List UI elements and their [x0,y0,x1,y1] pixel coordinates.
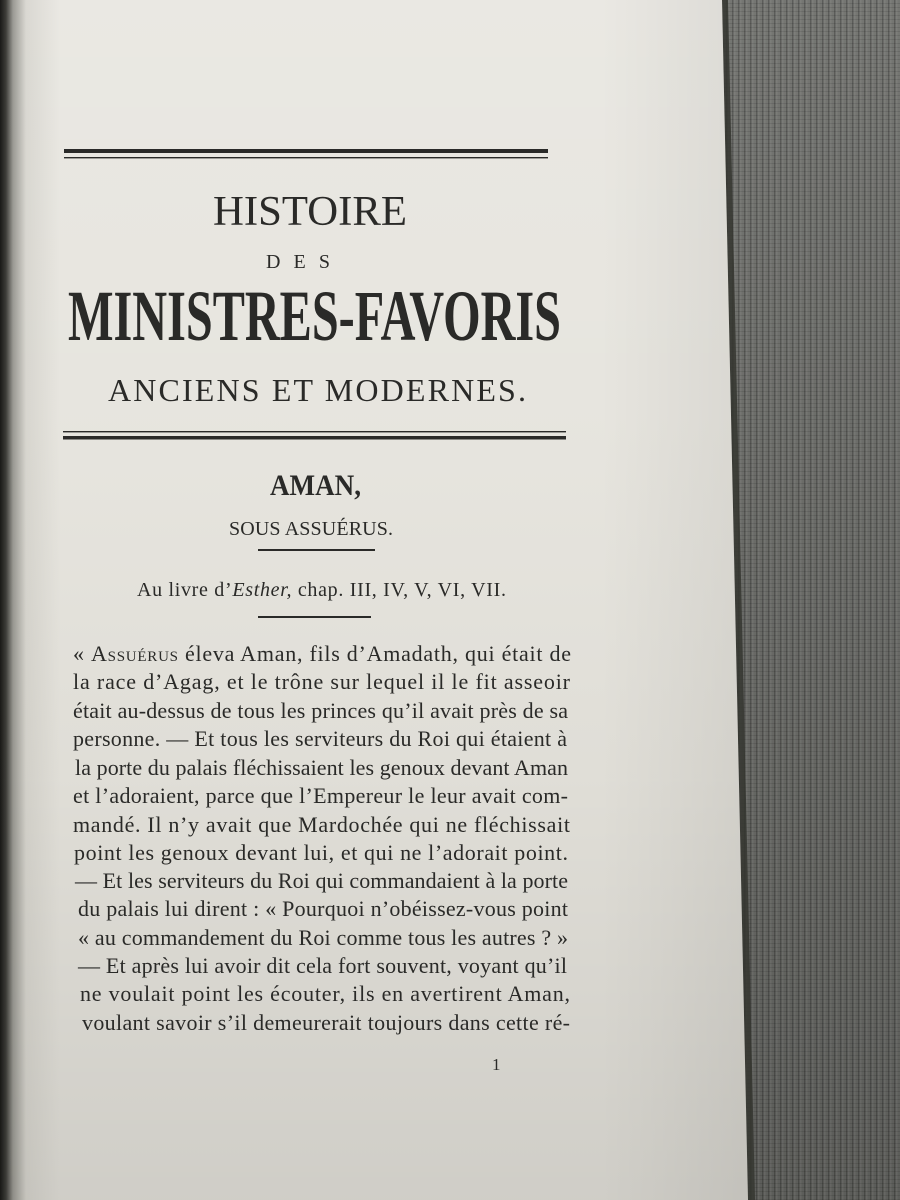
title-rule-thick [63,436,566,440]
body-line: « au commandement du Roi comme tous les autres ? » [78,925,568,950]
body-line: et l’adoraient, parce que l’Empereur le leur avait com- [73,783,568,808]
body-line: personne. — Et tous les serviteurs du Roi qui étaient à [73,726,567,751]
body-line: du palais lui dirent : « Pourquoi n’obéissez-vous point [78,896,568,921]
name-small-caps: Assuérus [90,641,179,666]
title-des: DES [266,251,330,273]
source-prefix: Au livre d’ [137,579,232,601]
signature-mark: 1 [492,1055,501,1074]
body-line: mandé. Il n’y avait que Mardochée qui ne fléchissait [73,812,570,837]
body-line: — Et après lui avoir dit cela fort souvent, voyant qu’il [78,953,567,978]
source-suffix: chap. III, IV, V, VI, VII. [292,579,506,601]
first-line-rest: éleva Aman, fils d’Amadath, qui était de [178,641,571,666]
short-rule-upper [258,549,375,551]
title-main: MINISTRES-FAVORIS [68,276,561,356]
opening-quote: « [73,641,91,666]
source-reference [137,579,506,601]
body-line: était au-dessus de tous les princes qu’il avait près de sa [73,698,568,723]
body-line: voulant savoir s’il demeurerait toujours dans cette ré- [82,1010,570,1035]
title-subtitle: ANCIENS ET MODERNES. [108,372,526,408]
short-rule-lower [258,616,371,618]
body-line: ne voulait point les écouter, ils en avertirent Aman, [80,981,570,1006]
chapter-subheading: SOUS ASSUÉRUS. [229,518,393,540]
body-line [73,641,571,666]
body-line: point les genoux devant lui, et qui ne l’adorait point. [74,840,568,865]
title-histoire: HISTOIRE [213,189,407,235]
top-rule-thin [64,157,548,158]
top-rule-thick [64,149,548,153]
source-book: Esther, [232,579,292,601]
body-line: — Et les serviteurs du Roi qui commandaient à la porte [75,868,568,893]
title-rule-thin [63,431,566,432]
chapter-heading: AMAN, [270,469,361,502]
body-line: la race d’Agag, et le trône sur lequel il le fit asseoir [73,669,570,694]
body-line: la porte du palais fléchissaient les genoux devant Aman [75,755,568,780]
